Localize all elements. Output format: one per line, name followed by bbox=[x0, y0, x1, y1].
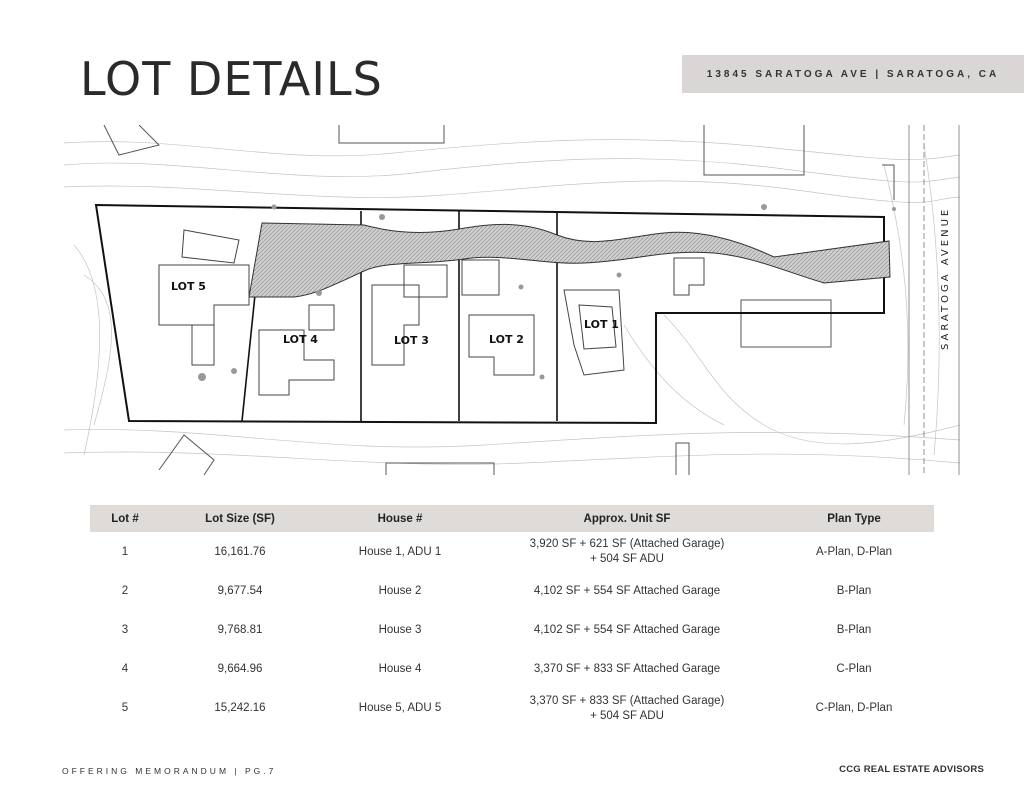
lot-details-table bbox=[90, 505, 934, 728]
house-number: House 3 bbox=[378, 624, 422, 636]
plan-type: A-Plan, D-Plan bbox=[815, 545, 893, 558]
street-label: SARATOGA AVENUE bbox=[940, 206, 951, 350]
lot-size: 16,161.76 bbox=[214, 545, 266, 558]
unit-sf-line: 3,370 SF + 833 SF (Attached Garage) bbox=[529, 694, 725, 707]
lot-1-label: LOT 1 bbox=[584, 318, 619, 331]
street-edges bbox=[909, 125, 959, 475]
unit-sf bbox=[480, 611, 774, 650]
table-row bbox=[90, 650, 934, 689]
table-row bbox=[90, 611, 934, 650]
house-number: House 1, ADU 1 bbox=[358, 545, 442, 558]
lot-4-label: LOT 4 bbox=[283, 333, 318, 346]
unit-sf-line: 4,102 SF + 554 SF Attached Garage bbox=[533, 624, 721, 636]
lot-5-label: LOT 5 bbox=[171, 280, 206, 293]
plan-type: B-Plan bbox=[836, 585, 872, 597]
unit-sf-line: + 504 SF ADU bbox=[590, 709, 664, 722]
address-banner bbox=[682, 55, 1024, 93]
lot-number: 5 bbox=[121, 702, 129, 714]
table-row bbox=[90, 689, 934, 728]
header-lot-size: Lot Size (SF) bbox=[160, 505, 320, 532]
table-row bbox=[90, 572, 934, 611]
lot-size: 15,242.16 bbox=[214, 702, 266, 714]
table-header-row bbox=[90, 505, 934, 532]
shared-driveway bbox=[249, 223, 890, 297]
contour-lines bbox=[64, 140, 960, 465]
house-number: House 5, ADU 5 bbox=[358, 702, 442, 714]
page-title: LOT DETAILS bbox=[80, 52, 383, 106]
lot-number: 2 bbox=[121, 585, 129, 597]
lot-3-label: LOT 3 bbox=[394, 334, 429, 347]
header-lot: Lot # bbox=[90, 505, 160, 532]
plan-type: C-Plan bbox=[836, 663, 872, 675]
unit-sf-line: 4,102 SF + 554 SF Attached Garage bbox=[533, 585, 721, 597]
house-number: House 4 bbox=[378, 663, 422, 675]
property-address: 13845 SARATOGA AVE | SARATOGA, CA bbox=[706, 68, 1000, 80]
unit-sf-line: 3,370 SF + 833 SF Attached Garage bbox=[533, 663, 721, 675]
header-house: House # bbox=[320, 505, 480, 532]
unit-sf-line: + 504 SF ADU bbox=[590, 553, 664, 565]
unit-sf bbox=[480, 650, 774, 689]
lot-2-label: LOT 2 bbox=[489, 333, 524, 346]
lot-number: 1 bbox=[121, 545, 129, 558]
unit-sf bbox=[480, 572, 774, 611]
lot-size: 9,677.54 bbox=[217, 585, 263, 597]
lot-number: 3 bbox=[121, 624, 129, 636]
site-plan-drawing bbox=[64, 125, 960, 475]
header-plan-type: Plan Type bbox=[774, 505, 934, 532]
header-unit-sf: Approx. Unit SF bbox=[480, 505, 774, 532]
lot-number: 4 bbox=[121, 663, 129, 675]
unit-sf bbox=[480, 532, 774, 572]
footer-page-label: OFFERING MEMORANDUM | PG.7 bbox=[62, 766, 277, 776]
table-row bbox=[90, 532, 934, 572]
footer-company: CCG REAL ESTATE ADVISORS bbox=[839, 764, 984, 775]
unit-sf-line: 3,920 SF + 621 SF (Attached Garage) bbox=[529, 538, 725, 550]
lot-size: 9,664.96 bbox=[217, 663, 263, 675]
house-number: House 2 bbox=[378, 585, 422, 597]
unit-sf bbox=[480, 689, 774, 728]
plan-type: B-Plan bbox=[836, 624, 872, 636]
plan-type: C-Plan, D-Plan bbox=[815, 702, 893, 714]
lot-size: 9,768.81 bbox=[217, 624, 263, 636]
